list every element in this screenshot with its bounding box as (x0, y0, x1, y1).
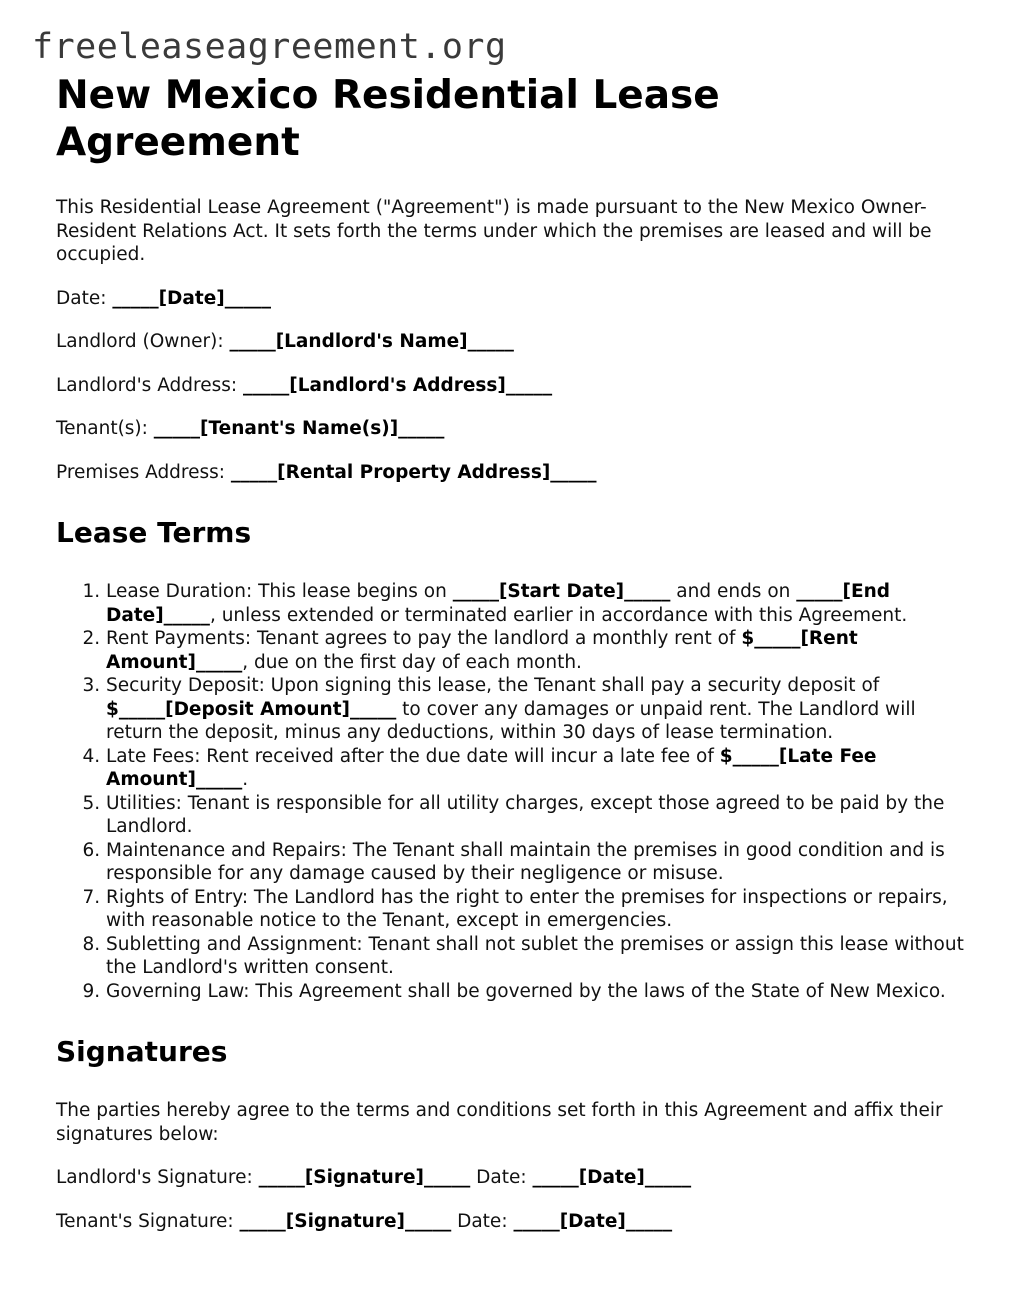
field-label: Landlord (Owner): (56, 331, 230, 352)
signature-placeholder: _____[Signature]_____ (258, 1167, 471, 1188)
field-placeholder: _____[Rental Property Address]_____ (230, 461, 597, 483)
term-security-deposit (106, 674, 966, 745)
lease-terms-list (56, 580, 966, 1003)
date-field (56, 287, 966, 311)
signatures-heading: Signatures (56, 1035, 228, 1068)
term-text: to cover any damages or unpaid rent. The Landlord will return the deposit, minus any deductions, within 30 days of lease termination. (106, 698, 916, 743)
term-text: and ends on (670, 581, 797, 602)
term-text: . (242, 769, 249, 790)
signature-label: Tenant's Signature: (56, 1210, 240, 1232)
term-text: Late Fees: Rent received after the due date will incur a late fee of (106, 745, 720, 767)
intro-paragraph: This Residential Lease Agreement ("Agreement") is made pursuant to the New Mexico Owner-Resident Relations Act. It sets forth the terms under which the premises are leased and will be occupied. (56, 197, 932, 265)
date-placeholder: _____[Date]_____ (532, 1167, 692, 1188)
term-rent-payments (106, 627, 966, 674)
term-text: Governing Law: This Agreement shall be governed by the laws of the State of New Mexico. (106, 980, 946, 1002)
premises-address-field (56, 461, 966, 485)
term-rights-of-entry (106, 886, 966, 933)
term-text: Subletting and Assignment: Tenant shall not sublet the premises or assign this lease without the Landlord's written consent. (106, 933, 964, 978)
date-placeholder: _____[Date]_____ (513, 1210, 673, 1232)
date-label: Date: (451, 1210, 514, 1232)
term-governing-law (106, 980, 966, 1004)
signature-label: Landlord's Signature: (56, 1167, 259, 1188)
term-text: Rent Payments: Tenant agrees to pay the landlord a monthly rent of (106, 628, 742, 649)
term-text: Rights of Entry: The Landlord has the right to enter the premises for inspections or repairs, with reasonable notice to the Tenant, except in emergencies. (106, 886, 948, 931)
lease-document (56, 72, 966, 1233)
field-label: Tenant(s): (56, 418, 154, 439)
term-late-fees (106, 745, 966, 792)
field-label: Date: (56, 287, 113, 309)
field-placeholder: _____[Landlord's Address]_____ (243, 374, 553, 396)
term-placeholder: $_____[Late Fee Amount]_____ (106, 745, 877, 790)
field-label: Premises Address: (56, 461, 231, 483)
tenant-signature-line (56, 1210, 966, 1234)
signature-placeholder: _____[Signature]_____ (239, 1210, 452, 1232)
term-subletting (106, 933, 966, 980)
field-placeholder: _____[Landlord's Name]_____ (229, 331, 514, 352)
term-placeholder: _____[End Date]_____ (106, 581, 891, 626)
term-text: , unless extended or terminated earlier in accordance with this Agreement. (209, 604, 908, 626)
date-label: Date: (470, 1167, 533, 1188)
term-text: , due on the first day of each month. (242, 651, 582, 673)
landlord-signature-line (56, 1166, 966, 1190)
field-label: Landlord's Address: (56, 374, 243, 396)
term-text: Lease Duration: This lease begins on (106, 581, 453, 602)
site-watermark: freeleaseagreement.org (32, 27, 507, 67)
tenant-name-field (56, 417, 966, 441)
landlord-address-field (56, 374, 966, 398)
term-placeholder: _____[Start Date]_____ (452, 581, 671, 602)
term-lease-duration (106, 580, 966, 627)
term-maintenance (106, 839, 966, 886)
document-title: New Mexico Residential Lease Agreement (56, 73, 720, 165)
term-text: Security Deposit: Upon signing this lease, the Tenant shall pay a security deposit of (106, 675, 880, 696)
term-utilities (106, 792, 966, 839)
term-text: Utilities: Tenant is responsible for all utility charges, except those agreed to be paid by the Landlord. (106, 792, 945, 837)
signatures-intro: The parties hereby agree to the terms and conditions set forth in this Agreement and affix their signatures below: (56, 1100, 943, 1145)
landlord-name-field (56, 330, 966, 354)
term-placeholder: $_____[Rent Amount]_____ (106, 628, 858, 673)
term-placeholder: $_____[Deposit Amount]_____ (106, 698, 397, 720)
term-text: Maintenance and Repairs: The Tenant shall maintain the premises in good condition and is responsible for any damage caused by their negligence or misuse. (106, 839, 945, 884)
lease-terms-heading: Lease Terms (56, 516, 252, 549)
field-placeholder: _____[Tenant's Name(s)]_____ (153, 418, 445, 439)
field-placeholder: _____[Date]_____ (112, 287, 271, 309)
